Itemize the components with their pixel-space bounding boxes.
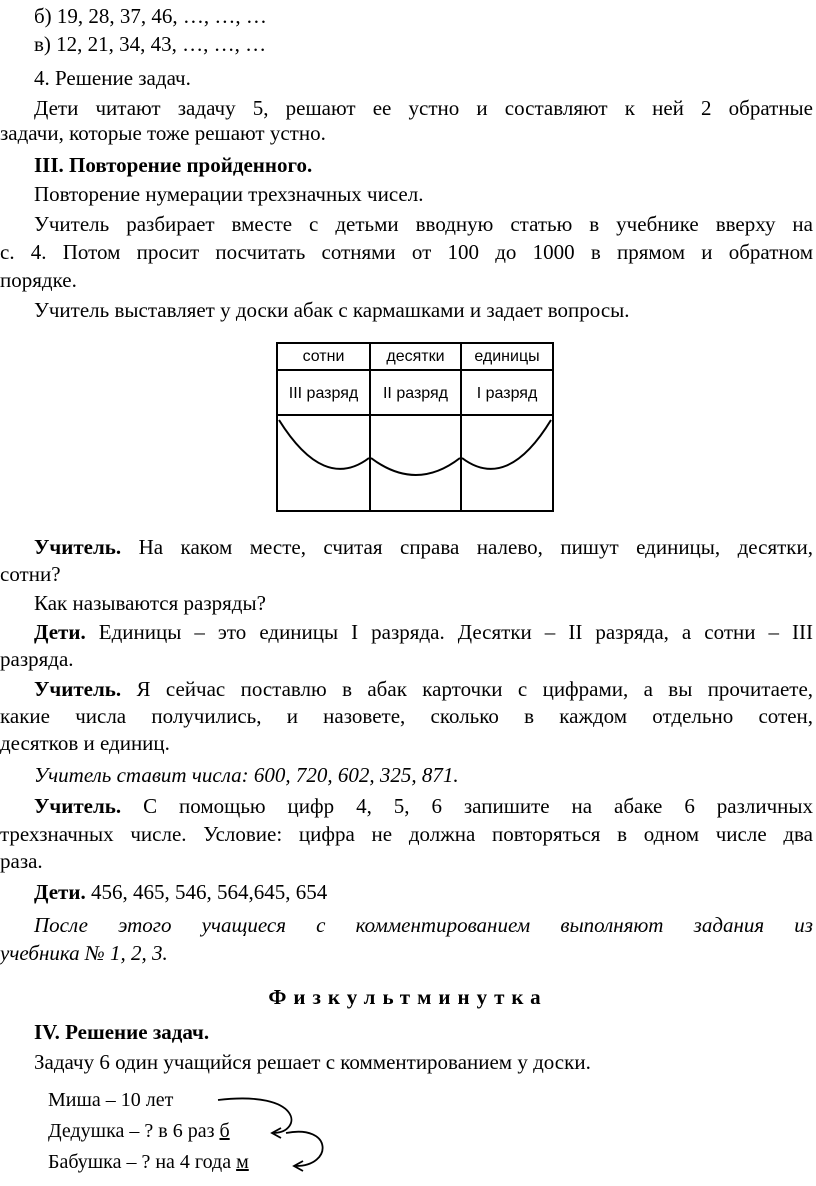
textbook-tasks-line1: После этого учащиеся с комментированием выполняют задания из <box>34 913 813 937</box>
abacus-rank-1: I разряд <box>476 385 538 402</box>
paragraph-task6: Задачу 6 один учащийся решает с комментированием у доски. <box>34 1050 591 1074</box>
teacher-question-ranks: Как называются разряды? <box>34 591 266 615</box>
abacus-header-hundreds: сотни <box>302 348 345 365</box>
paragraph-teacher-line1: Учитель разбирает вместе с детьми вводную статью в учебнике вверху на <box>34 212 813 236</box>
teacher-numbers-note: Учитель ставит числа: 600, 720, 602, 325, 871. <box>34 763 459 787</box>
teacher-cards-line2: какие числа получились, и назовете, сколько в каждом отдельно сотен, <box>0 704 813 728</box>
children-answer-line2: разряда. <box>0 647 74 671</box>
paragraph-teacher-line3: порядке. <box>0 268 77 292</box>
children-numbers-answer: Дети. 456, 465, 546, 564,645, 654 <box>34 880 328 904</box>
paragraph-task5-line2: задачи, которые тоже решают устно. <box>0 121 326 145</box>
abacus-rank-3: III разряд <box>288 385 359 402</box>
scheme-arrows <box>48 1086 348 1182</box>
scheme-line-grandpa: Дедушка – ? в 6 раз б <box>48 1120 230 1142</box>
abacus-header-units: единицы <box>474 348 540 365</box>
children-answer-line1: Дети. Единицы – это единицы I разряда. Десятки – II разряда, а сотни – III <box>34 620 814 644</box>
textbook-tasks-line2: учебника № 1, 2, 3. <box>0 941 168 965</box>
teacher-digits-line1: Учитель. С помощью цифр 4, 5, 6 запишите на абаке 6 различных <box>34 794 814 818</box>
paragraph-teacher-line2: с. 4. Потом просит посчитать сотнями от 100 до 1000 в прямом и обратном <box>0 240 813 264</box>
abacus-rank-2: II разряд <box>382 385 448 402</box>
scheme-line-misha: Миша – 10 лет <box>48 1089 174 1111</box>
paragraph-task5-line1: Дети читают задачу 5, решают ее устно и составляют к ней 2 обратные <box>34 96 813 120</box>
teacher-question-line2: сотни? <box>0 562 61 586</box>
section-3-heading: III. Повторение пройденного. <box>34 153 313 177</box>
section-4-roman-heading: IV. Решение задач. <box>34 1020 210 1044</box>
abacus-header-tens: десятки <box>386 348 445 365</box>
paragraph-abacus-intro: Учитель выставляет у доски абак с кармашками и задает вопросы. <box>34 298 630 322</box>
abacus-diagram <box>276 340 554 512</box>
scheme-line-grandma: Бабушка – ? на 4 года м <box>48 1151 249 1173</box>
teacher-digits-line2: трехзначных числе. Условие: цифра не должна повторяться в одном числе два <box>0 822 813 846</box>
teacher-question-line1: Учитель. На каком месте, считая справа налево, пишут единицы, десятки, <box>34 535 813 559</box>
sequence-v: в) 12, 21, 34, 43, …, …, … <box>34 32 267 56</box>
task6-scheme <box>48 1086 348 1182</box>
arrow-grandpa-to-grandma <box>286 1132 323 1166</box>
teacher-cards-line1: Учитель. Я сейчас поставлю в абак карточки с цифрами, а вы прочитаете, <box>34 677 814 701</box>
teacher-digits-line3: раза. <box>0 849 43 873</box>
paragraph-numeration: Повторение нумерации трехзначных чисел. <box>34 182 424 206</box>
physical-break-heading: Физкультминутка <box>268 985 548 1009</box>
teacher-cards-line3: десятков и единиц. <box>0 731 170 755</box>
sequence-b: б) 19, 28, 37, 46, …, …, … <box>34 4 267 28</box>
section-4-heading: 4. Решение задач. <box>34 66 191 90</box>
